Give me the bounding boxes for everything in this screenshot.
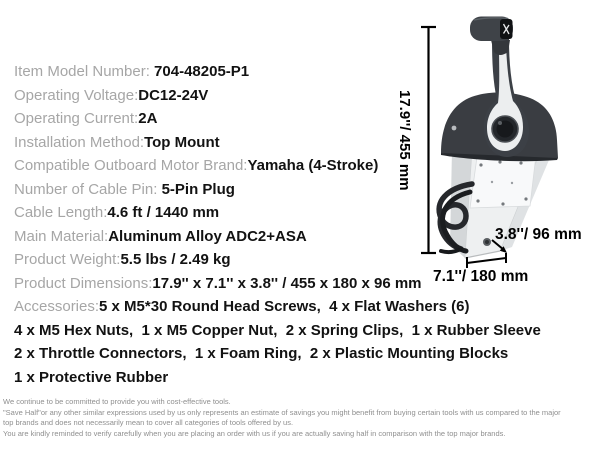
spec-value: 5 x M5*30 Round Head Screws, 4 x Flat Washers (6) [99, 298, 470, 315]
spec-label: Item Model Number: [14, 63, 155, 80]
spec-label: Operating Voltage: [14, 86, 139, 104]
spec-row-accessories-cont-2 [14, 342, 584, 366]
spec-value: Aluminum Alloy ADC2+ASA [108, 227, 307, 245]
spec-label: Compatible Outboard Motor Brand: [14, 157, 248, 174]
width-dimension-label: 7.1''/ 180 mm [433, 268, 529, 285]
disclaimer-line: You are kindly reminded to verify carefully when you are placing an order with us if you are actually saving half in comparison with the top major brands. [3, 428, 506, 438]
spec-label: Installation Method: [14, 133, 145, 151]
spec-value: Yamaha (4-Stroke) [247, 157, 379, 174]
spec-value: DC12-24V [138, 86, 209, 104]
spec-value: 4.6 ft / 1440 mm [107, 204, 220, 221]
spec-label: Accessories: [14, 298, 100, 315]
spec-value: Top Mount [144, 133, 220, 151]
spec-value: 5-Pin Plug [161, 180, 235, 198]
lever-handle [470, 17, 513, 56]
spec-label: Number of Cable Pin: [14, 180, 162, 198]
spec-value: 5.5 lbs / 2.49 kg [120, 251, 231, 268]
spec-row-accessories-cont-1 [14, 319, 584, 343]
spec-label: Product Weight: [14, 251, 121, 268]
disclaimer-footer [3, 397, 597, 439]
disclaimer-line: We continue to be committed to provide you with cost-effective tools. [3, 397, 231, 406]
disclaimer-line: "Save Half"or any other similar expressions used by us only represents an estimate of savings you might benefit from buying certain tools with us compared to the major [3, 407, 561, 417]
spec-value: 1 x Protective Rubber [14, 368, 169, 386]
spec-value: 2A [138, 110, 158, 127]
spec-label: Operating Current: [14, 110, 139, 127]
spec-value: 2 x Throttle Connectors, 1 x Foam Ring, 2 x Plastic Mounting Blocks [14, 345, 509, 362]
product-photo [380, 0, 600, 300]
housing-dot [452, 126, 457, 131]
spec-value: 17.9'' x 7.1'' x 3.8'' / 455 x 180 x 96 mm [152, 274, 422, 292]
spec-label: Cable Length: [14, 204, 108, 221]
disclaimer-line: top brands and does not necessarily mean to cover all categories of tools offered by us. [3, 418, 294, 428]
spec-row-accessories-cont-3 [14, 366, 584, 390]
height-dimension-label: 17.9''/ 455 mm [396, 90, 413, 191]
height-dimension-line [421, 27, 436, 253]
depth-dimension-label: 3.8''/ 96 mm [495, 226, 582, 243]
spec-label: Product Dimensions: [14, 274, 153, 292]
spec-label: Main Material: [14, 227, 109, 245]
spec-value: 704-48205-P1 [154, 63, 250, 80]
spec-value: 4 x M5 Hex Nuts, 1 x M5 Copper Nut, 2 x Spring Clips, 1 x Rubber Sleeve [14, 321, 541, 339]
